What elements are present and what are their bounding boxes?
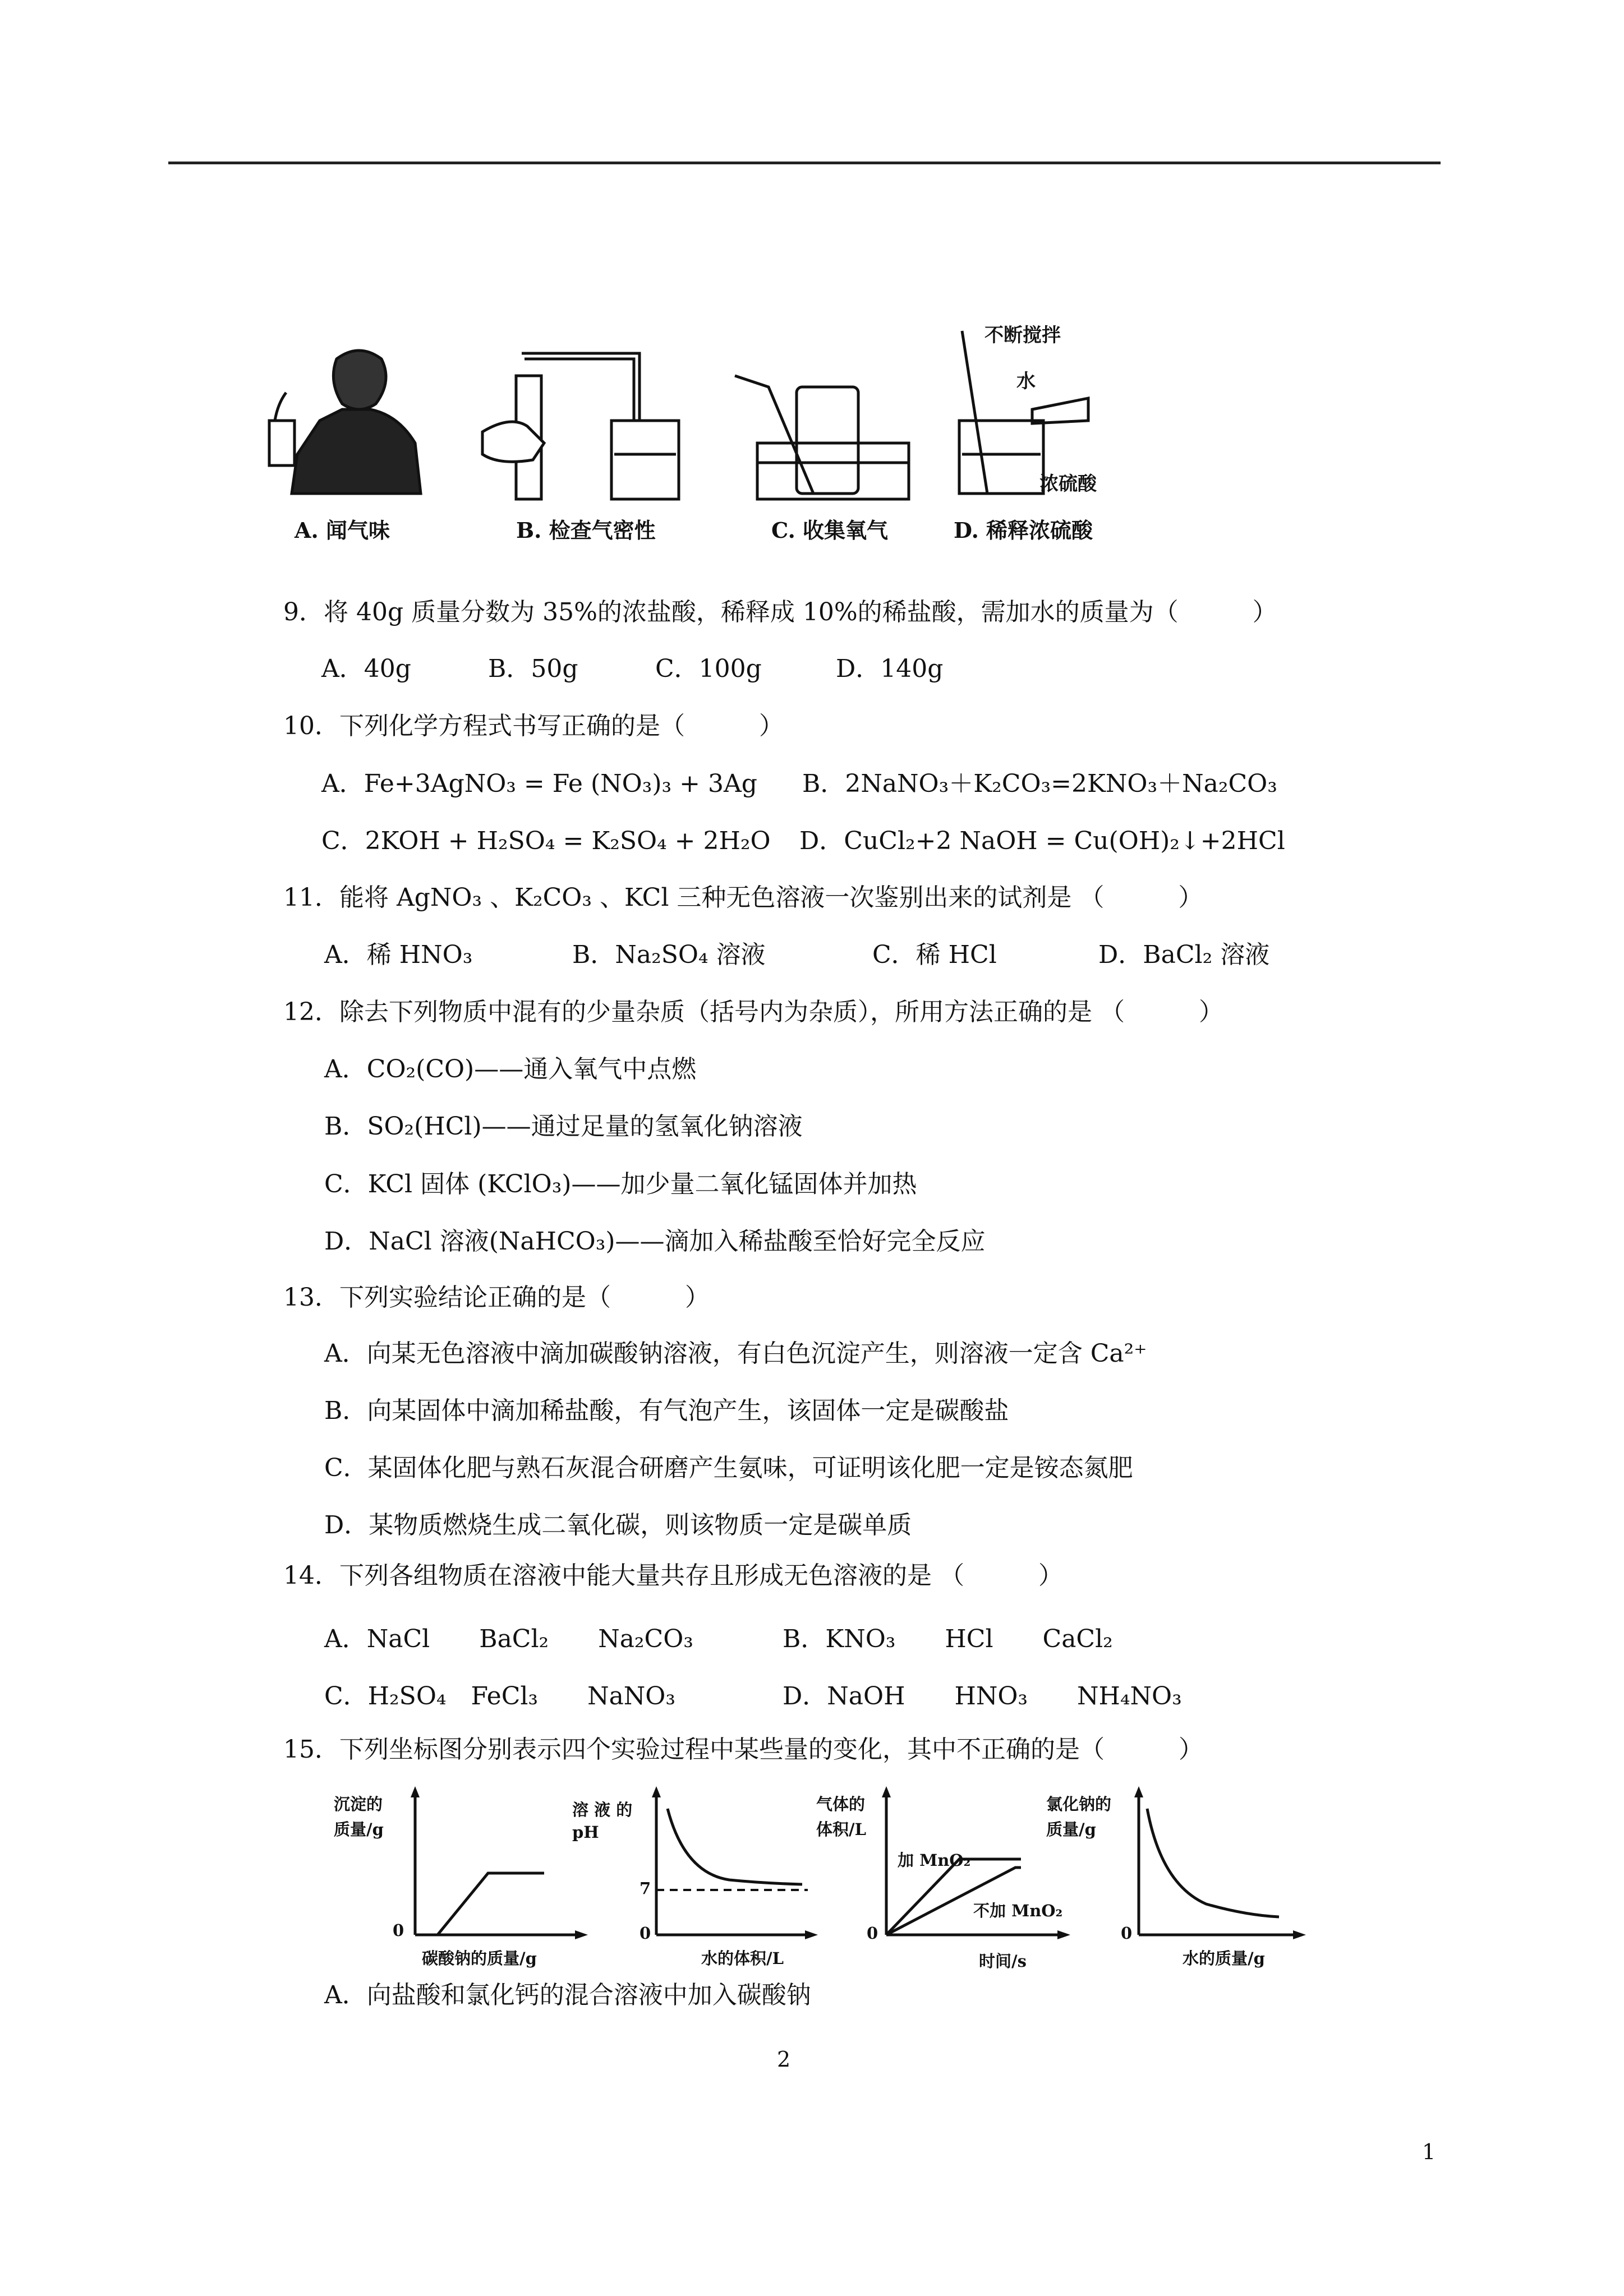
- q9-option-b: B．50g: [488, 654, 578, 683]
- q10-option-d: D．CuCl₂+2 NaOH = Cu(OH)₂↓+2HCl: [799, 827, 1285, 855]
- water-label: 水: [1016, 370, 1036, 393]
- figure-d-label: D. 稀释浓硫酸: [954, 518, 1093, 543]
- graph-1-y-arrow: [411, 1786, 420, 1797]
- q9-option-a: A．40g: [321, 654, 411, 683]
- q10-option-c: C．2KOH + H₂SO₄ = K₂SO₄ + 2H₂O: [321, 827, 771, 855]
- person-smelling-illustration: [258, 336, 426, 505]
- q10-option-a: A．Fe+3AgNO₃ = Fe (NO₃)₃ + 3Ag: [321, 769, 757, 798]
- q14-option-d: D．NaOH HNO₃ NH₄NO₃: [783, 1682, 1182, 1711]
- top-rule: [168, 162, 1441, 164]
- graph-3-y-label-1: 气体的: [816, 1795, 866, 1814]
- q11-stem: 11．能将 AgNO₃ 、K₂CO₃ 、KCl 三种无色溶液一次鉴别出来的试剂是 （ ）: [283, 883, 1203, 912]
- graph-3-series-without-mno2: 不加 MnO₂: [973, 1901, 1063, 1920]
- q11-option-b: B．Na₂SO₄ 溶液: [572, 940, 766, 969]
- graph-4-x-arrow: [1293, 1930, 1306, 1939]
- q13-option-b: B．向某固体中滴加稀盐酸，有气泡产生，该固体一定是碳酸盐: [324, 1396, 1009, 1425]
- stir-label: 不断搅拌: [984, 324, 1061, 347]
- q13-option-d: D．某物质燃烧生成二氧化碳，则该物质一定是碳单质: [324, 1511, 912, 1539]
- graph-1-x-label: 碳酸钠的质量/g: [422, 1949, 537, 1968]
- graph-3-series-with-mno2: 加 MnO₂: [898, 1851, 971, 1870]
- q14-stem: 14．下列各组物质在溶液中能大量共存且形成无色溶液的是 （ ）: [283, 1561, 1063, 1590]
- q11-option-d: D．BaCl₂ 溶液: [1098, 940, 1270, 969]
- q9-option-d: D．140g: [836, 654, 944, 683]
- q11-option-c: C．稀 HCl: [872, 940, 997, 969]
- graph-1-plot: [381, 1783, 589, 1952]
- graph-2-curve: [668, 1809, 802, 1884]
- oxygen-collection-illustration: [724, 365, 937, 505]
- graph-3-x-label: 时间/s: [979, 1952, 1027, 1971]
- graph-3-y-arrow: [882, 1786, 891, 1797]
- graph-2-tick-7: 7: [640, 1879, 651, 1898]
- graph-2-y-label-1: 溶 液 的: [572, 1800, 633, 1819]
- graph-2-y-arrow: [652, 1786, 661, 1797]
- q9-stem: 9．将 40g 质量分数为 35%的浓盐酸，稀释成 10%的稀盐酸，需加水的质量为（ ）: [283, 598, 1277, 626]
- graph-4-plot: [1116, 1783, 1313, 1952]
- q14-option-a: A．NaCl BaCl₂ Na₂CO₃: [324, 1625, 693, 1653]
- graph-3-origin: 0: [867, 1924, 878, 1943]
- graph-4-origin: 0: [1121, 1924, 1133, 1943]
- dilute-acid-illustration: [948, 325, 1128, 505]
- graph-4-x-label: 水的质量/g: [1183, 1949, 1265, 1968]
- graph-2-x-label: 水的体积/L: [701, 1949, 784, 1968]
- q10-stem: 10．下列化学方程式书写正确的是（ ）: [283, 712, 784, 740]
- q11-option-a: A．稀 HNO₃: [324, 940, 473, 969]
- page-number-corner: 1: [1422, 2140, 1436, 2164]
- q12-option-d: D．NaCl 溶液(NaHCO₃)——滴加入稀盐酸至恰好完全反应: [324, 1227, 986, 1256]
- q13-stem: 13．下列实验结论正确的是（ ）: [283, 1283, 710, 1312]
- graph-3-x-arrow: [1057, 1930, 1070, 1939]
- graph-4-y-label-2: 质量/g: [1046, 1820, 1096, 1839]
- airtightness-apparatus-illustration: [460, 336, 684, 505]
- figure-c-label: C. 收集氧气: [771, 518, 889, 543]
- graph-2-x-arrow: [805, 1930, 818, 1939]
- q13-option-a: A．向某无色溶液中滴加碳酸钠溶液，有白色沉淀产生，则溶液一定含 Ca²⁺: [324, 1339, 1147, 1368]
- acid-label: 浓硫酸: [1039, 473, 1097, 495]
- q15-stem: 15．下列坐标图分别表示四个实验过程中某些量的变化，其中不正确的是（ ）: [283, 1735, 1203, 1764]
- q12-stem: 12．除去下列物质中混有的少量杂质（括号内为杂质），所用方法正确的是 （ ）: [283, 998, 1223, 1026]
- graph-1-y-label-1: 沉淀的: [334, 1795, 383, 1814]
- graph-4-curve: [1147, 1809, 1279, 1917]
- figure-a-label: A. 闻气味: [295, 518, 390, 543]
- graph-1-origin: 0: [393, 1921, 404, 1940]
- q13-option-c: C．某固体化肥与熟石灰混合研磨产生氨味，可证明该化肥一定是铵态氮肥: [324, 1454, 1133, 1482]
- graph-4-y-label-1: 氯化钠的: [1046, 1795, 1112, 1814]
- figure-b-label: B. 检查气密性: [516, 518, 656, 543]
- graph-1-curve: [438, 1873, 544, 1935]
- q10-option-b: B．2NaNO₃＋K₂CO₃=2KNO₃＋Na₂CO₃: [802, 769, 1277, 798]
- graph-4-y-arrow: [1134, 1786, 1143, 1797]
- page-number-center: 2: [777, 2047, 791, 2072]
- q12-option-c: C．KCl 固体 (KClO₃)——加少量二氧化锰固体并加热: [324, 1170, 917, 1198]
- q15-option-a: A．向盐酸和氯化钙的混合溶液中加入碳酸钠: [324, 1981, 811, 2009]
- graph-2-y-label-2: pH: [572, 1823, 599, 1842]
- q9-option-c: C．100g: [655, 654, 762, 683]
- graph-3-y-label-2: 体积/L: [816, 1820, 866, 1839]
- q14-option-b: B．KNO₃ HCl CaCl₂: [783, 1625, 1113, 1653]
- q14-option-c: C．H₂SO₄ FeCl₃ NaNO₃: [324, 1682, 676, 1711]
- graph-2-origin: 0: [640, 1924, 651, 1943]
- graph-1-y-label-2: 质量/g: [334, 1820, 384, 1839]
- graph-1-x-arrow: [575, 1930, 588, 1939]
- q12-option-a: A．CO₂(CO)——通入氧气中点燃: [324, 1055, 697, 1084]
- q12-option-b: B．SO₂(HCl)——通过足量的氢氧化钠溶液: [324, 1112, 803, 1141]
